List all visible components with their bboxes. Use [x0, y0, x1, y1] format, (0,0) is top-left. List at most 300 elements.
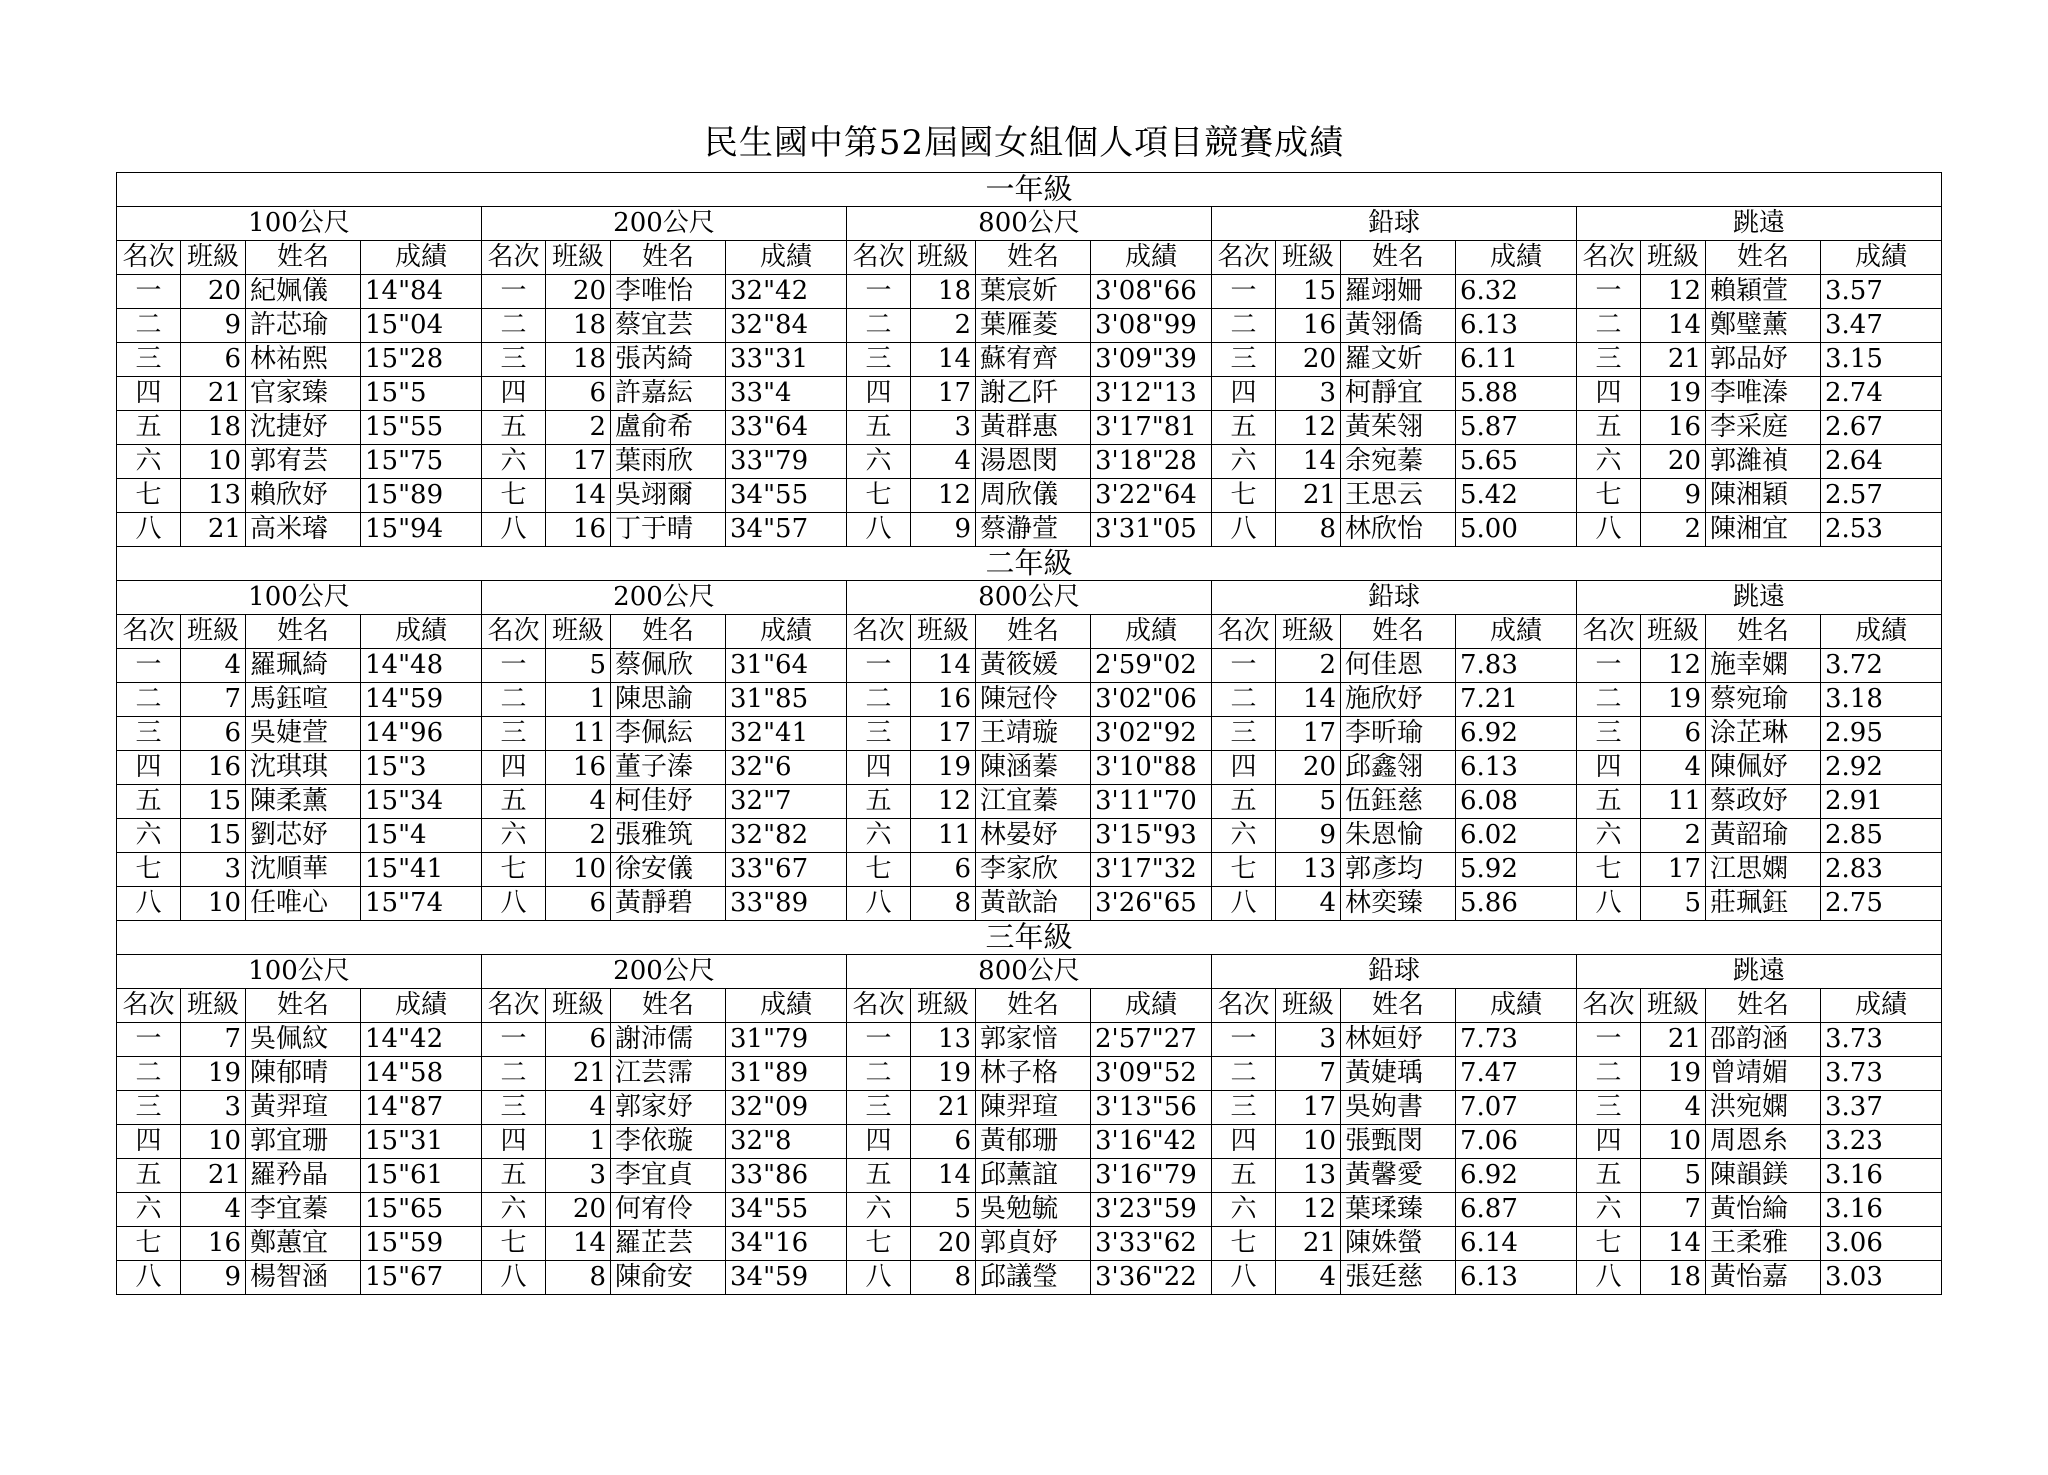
rank-cell: 四: [117, 377, 181, 411]
name-cell: 張甄閔: [1341, 1125, 1456, 1159]
rank-cell: 一: [1577, 1023, 1641, 1057]
class-cell: 5: [1276, 785, 1341, 819]
column-header: 班級: [911, 241, 976, 275]
class-cell: 2: [911, 309, 976, 343]
column-header: 名次: [1212, 241, 1276, 275]
class-cell: 19: [911, 1057, 976, 1091]
score-cell: 14"84: [361, 275, 482, 309]
class-cell: 2: [546, 411, 611, 445]
rank-cell: 四: [1212, 751, 1276, 785]
score-cell: 15"41: [361, 853, 482, 887]
rank-cell: 五: [847, 411, 911, 445]
class-cell: 15: [1276, 275, 1341, 309]
score-cell: 3'13"56: [1091, 1091, 1212, 1125]
rank-cell: 八: [1577, 1261, 1641, 1295]
rank-cell: 五: [1577, 411, 1641, 445]
column-header: 名次: [117, 615, 181, 649]
name-cell: 吳佩紋: [246, 1023, 361, 1057]
score-cell: 15"3: [361, 751, 482, 785]
name-cell: 李佩紜: [611, 717, 726, 751]
class-cell: 14: [911, 343, 976, 377]
rank-cell: 七: [482, 853, 546, 887]
class-cell: 4: [1641, 1091, 1706, 1125]
rank-cell: 八: [117, 513, 181, 547]
event-label: 800公尺: [847, 207, 1212, 241]
column-header: 姓名: [1706, 241, 1821, 275]
column-header: 班級: [546, 615, 611, 649]
rank-cell: 五: [1212, 411, 1276, 445]
class-cell: 16: [181, 751, 246, 785]
class-cell: 17: [911, 377, 976, 411]
class-cell: 14: [1276, 683, 1341, 717]
score-cell: 34"55: [726, 479, 847, 513]
score-cell: 34"59: [726, 1261, 847, 1295]
column-header: 名次: [482, 241, 546, 275]
rank-cell: 二: [847, 683, 911, 717]
name-cell: 郭貞妤: [976, 1227, 1091, 1261]
class-cell: 17: [1276, 717, 1341, 751]
rank-cell: 二: [847, 1057, 911, 1091]
class-cell: 12: [1641, 649, 1706, 683]
score-cell: 15"65: [361, 1193, 482, 1227]
rank-cell: 五: [1577, 785, 1641, 819]
rank-cell: 一: [847, 649, 911, 683]
name-cell: 鄭璧薰: [1706, 309, 1821, 343]
table-row: [117, 717, 1942, 751]
name-cell: 陳佩妤: [1706, 751, 1821, 785]
name-cell: 柯佳妤: [611, 785, 726, 819]
score-cell: 14"42: [361, 1023, 482, 1057]
class-cell: 17: [911, 717, 976, 751]
score-cell: 5.65: [1456, 445, 1577, 479]
class-cell: 11: [911, 819, 976, 853]
name-cell: 余宛蓁: [1341, 445, 1456, 479]
score-cell: 3'17"32: [1091, 853, 1212, 887]
column-header: 班級: [911, 989, 976, 1023]
name-cell: 葉瑈臻: [1341, 1193, 1456, 1227]
class-cell: 20: [546, 1193, 611, 1227]
name-cell: 李宜貞: [611, 1159, 726, 1193]
name-cell: 蔡瀞萱: [976, 513, 1091, 547]
results-body: [117, 173, 1942, 1295]
column-header-row: [117, 989, 1942, 1023]
column-header: 名次: [482, 989, 546, 1023]
rank-cell: 三: [482, 1091, 546, 1125]
event-label: 200公尺: [482, 207, 847, 241]
class-cell: 6: [911, 1125, 976, 1159]
event-label: 鉛球: [1212, 955, 1577, 989]
class-cell: 14: [546, 1227, 611, 1261]
rank-cell: 七: [847, 479, 911, 513]
score-cell: 7.21: [1456, 683, 1577, 717]
score-cell: 3.03: [1821, 1261, 1942, 1295]
score-cell: 3.73: [1821, 1057, 1942, 1091]
class-cell: 3: [181, 853, 246, 887]
name-cell: 盧俞希: [611, 411, 726, 445]
name-cell: 陳湘穎: [1706, 479, 1821, 513]
score-cell: 14"87: [361, 1091, 482, 1125]
class-cell: 6: [181, 717, 246, 751]
class-cell: 20: [1641, 445, 1706, 479]
column-header: 姓名: [1341, 615, 1456, 649]
rank-cell: 六: [847, 1193, 911, 1227]
rank-cell: 八: [482, 1261, 546, 1295]
score-cell: 3'12"13: [1091, 377, 1212, 411]
rank-cell: 六: [1212, 819, 1276, 853]
table-row: [117, 445, 1942, 479]
rank-cell: 七: [117, 479, 181, 513]
column-header: 成績: [726, 241, 847, 275]
class-cell: 9: [1276, 819, 1341, 853]
event-label: 200公尺: [482, 955, 847, 989]
table-row: [117, 343, 1942, 377]
name-cell: 黃羿瑄: [246, 1091, 361, 1125]
name-cell: 羅翊姍: [1341, 275, 1456, 309]
class-cell: 20: [546, 275, 611, 309]
name-cell: 許嘉紜: [611, 377, 726, 411]
class-cell: 9: [911, 513, 976, 547]
rank-cell: 八: [847, 887, 911, 921]
rank-cell: 七: [847, 853, 911, 887]
rank-cell: 五: [117, 1159, 181, 1193]
class-cell: 21: [181, 377, 246, 411]
score-cell: 6.13: [1456, 309, 1577, 343]
class-cell: 10: [181, 887, 246, 921]
name-cell: 邱鑫翎: [1341, 751, 1456, 785]
score-cell: 3'16"79: [1091, 1159, 1212, 1193]
rank-cell: 五: [1577, 1159, 1641, 1193]
name-cell: 賴欣妤: [246, 479, 361, 513]
column-header: 成績: [361, 615, 482, 649]
event-header-row: [117, 955, 1942, 989]
grade-row: [117, 921, 1942, 955]
name-cell: 黃韶瑜: [1706, 819, 1821, 853]
rank-cell: 三: [1577, 717, 1641, 751]
name-cell: 何宥伶: [611, 1193, 726, 1227]
name-cell: 陳羿瑄: [976, 1091, 1091, 1125]
class-cell: 6: [546, 887, 611, 921]
table-row: [117, 309, 1942, 343]
class-cell: 20: [911, 1227, 976, 1261]
class-cell: 12: [1641, 275, 1706, 309]
class-cell: 21: [546, 1057, 611, 1091]
column-header: 成績: [1821, 241, 1942, 275]
name-cell: 陳韻鎂: [1706, 1159, 1821, 1193]
column-header: 名次: [1577, 615, 1641, 649]
rank-cell: 一: [1212, 275, 1276, 309]
column-header: 姓名: [611, 989, 726, 1023]
column-header: 班級: [1641, 241, 1706, 275]
score-cell: 3'23"59: [1091, 1193, 1212, 1227]
column-header: 姓名: [976, 615, 1091, 649]
class-cell: 7: [181, 683, 246, 717]
class-cell: 15: [181, 785, 246, 819]
class-cell: 12: [1276, 411, 1341, 445]
table-row: [117, 649, 1942, 683]
class-cell: 9: [181, 309, 246, 343]
score-cell: 31"79: [726, 1023, 847, 1057]
name-cell: 伍鈺慈: [1341, 785, 1456, 819]
name-cell: 蔡佩欣: [611, 649, 726, 683]
score-cell: 3'36"22: [1091, 1261, 1212, 1295]
rank-cell: 八: [117, 1261, 181, 1295]
score-cell: 2.95: [1821, 717, 1942, 751]
rank-cell: 四: [847, 1125, 911, 1159]
score-cell: 15"74: [361, 887, 482, 921]
name-cell: 沈琪琪: [246, 751, 361, 785]
column-header: 姓名: [246, 615, 361, 649]
name-cell: 黃翎僑: [1341, 309, 1456, 343]
score-cell: 3.23: [1821, 1125, 1942, 1159]
score-cell: 14"59: [361, 683, 482, 717]
rank-cell: 三: [117, 717, 181, 751]
name-cell: 許芯瑜: [246, 309, 361, 343]
column-header: 名次: [1212, 615, 1276, 649]
class-cell: 3: [1276, 1023, 1341, 1057]
score-cell: 2.85: [1821, 819, 1942, 853]
name-cell: 沈順華: [246, 853, 361, 887]
class-cell: 18: [911, 275, 976, 309]
name-cell: 周欣儀: [976, 479, 1091, 513]
rank-cell: 八: [1212, 1261, 1276, 1295]
class-cell: 13: [1276, 1159, 1341, 1193]
name-cell: 邱議瑩: [976, 1261, 1091, 1295]
score-cell: 32"84: [726, 309, 847, 343]
rank-cell: 二: [482, 683, 546, 717]
rank-cell: 三: [847, 1091, 911, 1125]
class-cell: 5: [546, 649, 611, 683]
class-cell: 12: [911, 785, 976, 819]
event-label: 100公尺: [117, 955, 482, 989]
rank-cell: 二: [482, 1057, 546, 1091]
score-cell: 7.07: [1456, 1091, 1577, 1125]
rank-cell: 一: [1212, 649, 1276, 683]
column-header: 成績: [1456, 241, 1577, 275]
class-cell: 3: [1276, 377, 1341, 411]
rank-cell: 一: [1577, 275, 1641, 309]
name-cell: 李家欣: [976, 853, 1091, 887]
name-cell: 王靖璇: [976, 717, 1091, 751]
score-cell: 33"64: [726, 411, 847, 445]
name-cell: 郭彥均: [1341, 853, 1456, 887]
rank-cell: 六: [117, 819, 181, 853]
name-cell: 馬鈺喧: [246, 683, 361, 717]
class-cell: 5: [1641, 1159, 1706, 1193]
table-row: [117, 751, 1942, 785]
rank-cell: 三: [482, 343, 546, 377]
class-cell: 2: [546, 819, 611, 853]
name-cell: 李采庭: [1706, 411, 1821, 445]
column-header: 姓名: [1341, 989, 1456, 1023]
score-cell: 6.11: [1456, 343, 1577, 377]
rank-cell: 八: [482, 887, 546, 921]
class-cell: 10: [181, 445, 246, 479]
class-cell: 14: [911, 649, 976, 683]
name-cell: 黃茱翎: [1341, 411, 1456, 445]
class-cell: 19: [1641, 377, 1706, 411]
column-header: 成績: [726, 615, 847, 649]
class-cell: 14: [1276, 445, 1341, 479]
score-cell: 2.57: [1821, 479, 1942, 513]
name-cell: 黃靜碧: [611, 887, 726, 921]
column-header: 班級: [181, 615, 246, 649]
class-cell: 15: [181, 819, 246, 853]
score-cell: 32"7: [726, 785, 847, 819]
rank-cell: 五: [117, 785, 181, 819]
name-cell: 郭宜珊: [246, 1125, 361, 1159]
name-cell: 柯靜宜: [1341, 377, 1456, 411]
rank-cell: 一: [847, 1023, 911, 1057]
score-cell: 15"31: [361, 1125, 482, 1159]
score-cell: 5.87: [1456, 411, 1577, 445]
score-cell: 2.53: [1821, 513, 1942, 547]
class-cell: 19: [911, 751, 976, 785]
name-cell: 湯恩閔: [976, 445, 1091, 479]
name-cell: 蔡宛瑜: [1706, 683, 1821, 717]
score-cell: 5.88: [1456, 377, 1577, 411]
name-cell: 江宜蓁: [976, 785, 1091, 819]
table-row: [117, 853, 1942, 887]
name-cell: 李唯溱: [1706, 377, 1821, 411]
rank-cell: 三: [847, 343, 911, 377]
column-header-row: [117, 615, 1942, 649]
rank-cell: 一: [117, 275, 181, 309]
class-cell: 19: [1641, 1057, 1706, 1091]
score-cell: 2.91: [1821, 785, 1942, 819]
event-label: 鉛球: [1212, 207, 1577, 241]
class-cell: 7: [1641, 1193, 1706, 1227]
class-cell: 14: [546, 479, 611, 513]
rank-cell: 五: [847, 1159, 911, 1193]
rank-cell: 六: [847, 445, 911, 479]
score-cell: 2.83: [1821, 853, 1942, 887]
rank-cell: 二: [482, 309, 546, 343]
class-cell: 4: [546, 785, 611, 819]
class-cell: 6: [1641, 717, 1706, 751]
score-cell: 33"79: [726, 445, 847, 479]
name-cell: 高米璿: [246, 513, 361, 547]
score-cell: 3.15: [1821, 343, 1942, 377]
rank-cell: 三: [1212, 1091, 1276, 1125]
name-cell: 陳涵蓁: [976, 751, 1091, 785]
rank-cell: 六: [482, 445, 546, 479]
class-cell: 7: [181, 1023, 246, 1057]
score-cell: 7.83: [1456, 649, 1577, 683]
table-row: [117, 479, 1942, 513]
name-cell: 李唯怡: [611, 275, 726, 309]
rank-cell: 七: [1577, 853, 1641, 887]
class-cell: 16: [1276, 309, 1341, 343]
score-cell: 5.86: [1456, 887, 1577, 921]
name-cell: 吳婕萱: [246, 717, 361, 751]
table-row: [117, 1023, 1942, 1057]
column-header: 成績: [1821, 615, 1942, 649]
score-cell: 31"89: [726, 1057, 847, 1091]
name-cell: 莊珮鈺: [1706, 887, 1821, 921]
rank-cell: 四: [117, 751, 181, 785]
column-header: 名次: [1212, 989, 1276, 1023]
name-cell: 李昕瑜: [1341, 717, 1456, 751]
rank-cell: 五: [482, 785, 546, 819]
score-cell: 32"8: [726, 1125, 847, 1159]
name-cell: 黃郁珊: [976, 1125, 1091, 1159]
class-cell: 4: [1276, 887, 1341, 921]
name-cell: 吳勉毓: [976, 1193, 1091, 1227]
rank-cell: 五: [482, 1159, 546, 1193]
column-header: 名次: [1577, 241, 1641, 275]
rank-cell: 二: [1577, 1057, 1641, 1091]
rank-cell: 一: [847, 275, 911, 309]
rank-cell: 七: [117, 853, 181, 887]
column-header: 姓名: [611, 241, 726, 275]
name-cell: 黃怡綸: [1706, 1193, 1821, 1227]
score-cell: 3'09"52: [1091, 1057, 1212, 1091]
name-cell: 張廷慈: [1341, 1261, 1456, 1295]
rank-cell: 二: [847, 309, 911, 343]
column-header: 成績: [1821, 989, 1942, 1023]
name-cell: 董子溱: [611, 751, 726, 785]
grade-label: 三年級: [117, 921, 1942, 955]
column-header: 姓名: [246, 989, 361, 1023]
class-cell: 3: [911, 411, 976, 445]
rank-cell: 四: [1577, 751, 1641, 785]
class-cell: 7: [1276, 1057, 1341, 1091]
score-cell: 32"42: [726, 275, 847, 309]
event-label: 200公尺: [482, 581, 847, 615]
rank-cell: 六: [482, 819, 546, 853]
class-cell: 2: [1641, 513, 1706, 547]
score-cell: 3.72: [1821, 649, 1942, 683]
grade-row: [117, 547, 1942, 581]
rank-cell: 三: [847, 717, 911, 751]
name-cell: 官家臻: [246, 377, 361, 411]
rank-cell: 二: [117, 1057, 181, 1091]
score-cell: 15"59: [361, 1227, 482, 1261]
class-cell: 19: [181, 1057, 246, 1091]
score-cell: 3'18"28: [1091, 445, 1212, 479]
class-cell: 13: [181, 479, 246, 513]
column-header: 姓名: [1706, 615, 1821, 649]
name-cell: 丁于晴: [611, 513, 726, 547]
rank-cell: 二: [117, 309, 181, 343]
class-cell: 12: [1276, 1193, 1341, 1227]
rank-cell: 五: [117, 411, 181, 445]
column-header: 名次: [117, 989, 181, 1023]
class-cell: 10: [1276, 1125, 1341, 1159]
class-cell: 18: [181, 411, 246, 445]
name-cell: 吳翊爾: [611, 479, 726, 513]
class-cell: 13: [911, 1023, 976, 1057]
score-cell: 14"58: [361, 1057, 482, 1091]
score-cell: 34"57: [726, 513, 847, 547]
rank-cell: 六: [1212, 1193, 1276, 1227]
score-cell: 3.16: [1821, 1193, 1942, 1227]
column-header: 成績: [726, 989, 847, 1023]
class-cell: 4: [181, 1193, 246, 1227]
class-cell: 10: [1641, 1125, 1706, 1159]
score-cell: 3'10"88: [1091, 751, 1212, 785]
name-cell: 劉芯妤: [246, 819, 361, 853]
class-cell: 4: [546, 1091, 611, 1125]
rank-cell: 二: [117, 683, 181, 717]
class-cell: 20: [1276, 751, 1341, 785]
class-cell: 1: [546, 683, 611, 717]
name-cell: 蔡政妤: [1706, 785, 1821, 819]
rank-cell: 六: [1577, 819, 1641, 853]
class-cell: 9: [181, 1261, 246, 1295]
event-label: 800公尺: [847, 955, 1212, 989]
name-cell: 陳湘宜: [1706, 513, 1821, 547]
